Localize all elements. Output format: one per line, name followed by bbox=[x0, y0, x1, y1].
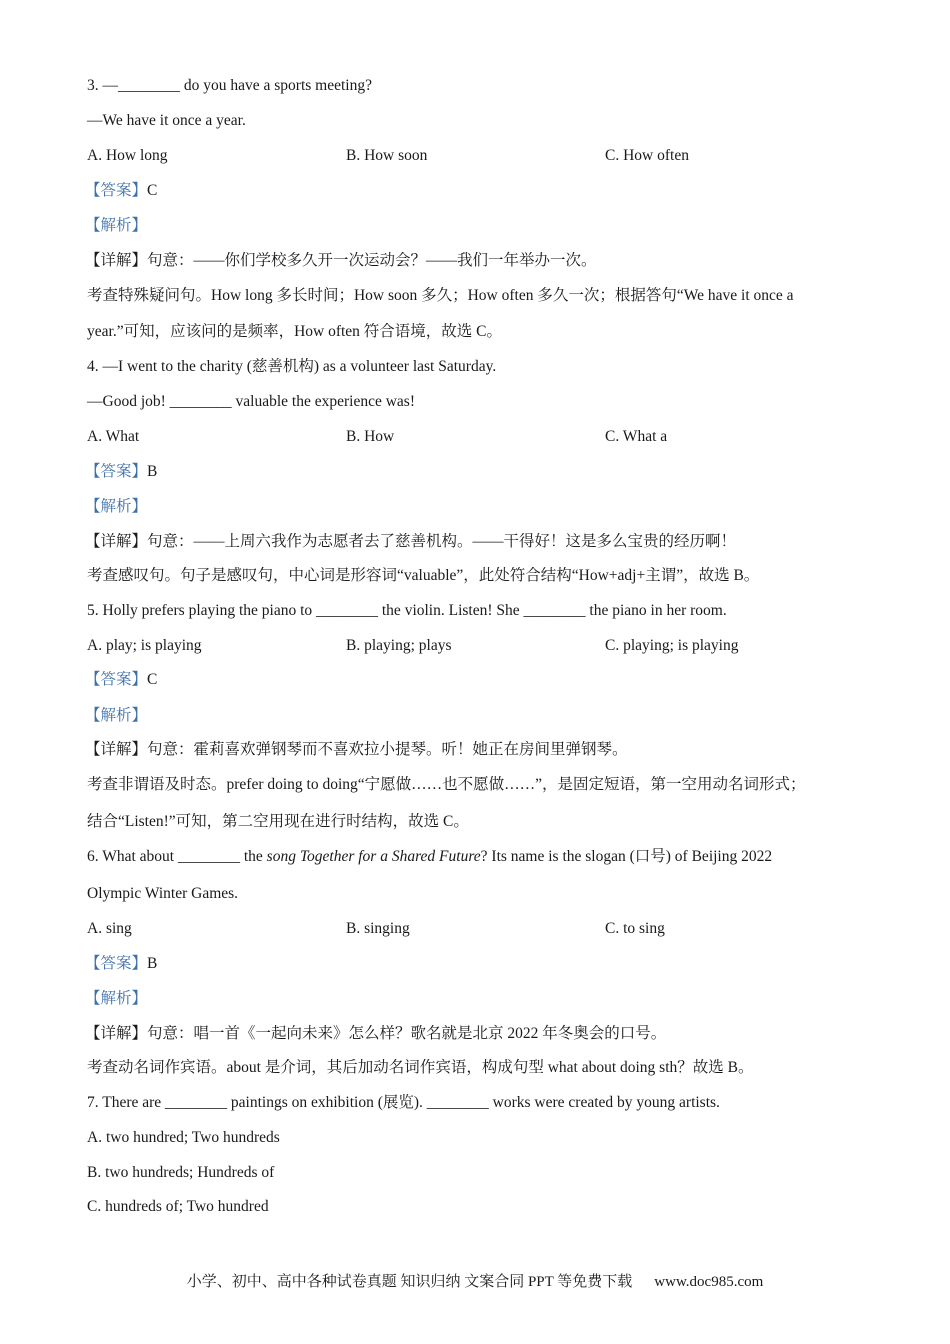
question-4-option-c: C. What a bbox=[605, 428, 668, 445]
question-6-stem-continued: Olympic Winter Games. bbox=[87, 885, 239, 902]
answer-value: B bbox=[147, 955, 158, 972]
detail-text: 句意：——上周六我作为志愿者去了慈善机构。——干得好！这是多么宝贵的经历啊！ bbox=[147, 533, 737, 550]
question-5-detail-2: 考查非谓语及时态。prefer doing to doing“宁愿做……也不愿做……”，是固定短语，第一空用动名词形式； bbox=[87, 776, 806, 793]
question-5-detail-1 bbox=[85, 740, 628, 760]
question-6-option-a: A. sing bbox=[87, 920, 132, 937]
question-6-detail-1 bbox=[85, 1024, 666, 1044]
question-4-analysis-tag: 【解析】 bbox=[85, 498, 148, 515]
answer-value: C bbox=[147, 182, 158, 199]
question-7-option-b: B. two hundreds; Hundreds of bbox=[87, 1164, 275, 1181]
question-3-reply: —We have it once a year. bbox=[87, 112, 246, 129]
detail-text: 句意：——你们学校多久开一次运动会？——我们一年举办一次。 bbox=[147, 252, 597, 269]
question-6-option-c: C. to sing bbox=[605, 920, 665, 937]
answer-tag: 【答案】 bbox=[85, 182, 148, 199]
detail-text: 句意：唱一首《一起向未来》怎么样？歌名就是北京 2022 年冬奥会的口号。 bbox=[147, 1025, 667, 1042]
question-3-analysis-tag: 【解析】 bbox=[85, 217, 148, 234]
question-6-answer bbox=[85, 954, 157, 974]
question-3-option-c: C. How often bbox=[605, 147, 689, 164]
answer-tag: 【答案】 bbox=[85, 955, 148, 972]
answer-tag: 【答案】 bbox=[85, 463, 148, 480]
question-3-option-a: A. How long bbox=[87, 147, 168, 164]
question-5-option-b: B. playing; plays bbox=[346, 637, 452, 654]
question-7-option-a: A. two hundred; Two hundreds bbox=[87, 1129, 280, 1146]
question-4-stem: 4. —I went to the charity (慈善机构) as a volunteer last Saturday. bbox=[87, 358, 497, 375]
detail-tag: 【详解】 bbox=[85, 741, 148, 758]
answer-tag: 【答案】 bbox=[85, 671, 148, 688]
song-title: song Together for a Shared Future bbox=[266, 848, 481, 865]
footer-text: 小学、初中、高中各种试卷真题 知识归纳 文案合同 PPT 等免费下载 bbox=[186, 1274, 633, 1290]
question-7-option-c: C. hundreds of; Two hundred bbox=[87, 1198, 269, 1215]
stem-part-3: ? Its name is the slogan (口号) of Beijing 2022 bbox=[480, 848, 773, 865]
question-3-detail-3: year.”可知，应该问的是频率，How often 符合语境，故选 C。 bbox=[87, 323, 503, 340]
detail-text: 句意：霍莉喜欢弹钢琴而不喜欢拉小提琴。听！她正在房间里弹钢琴。 bbox=[147, 741, 628, 758]
question-4-detail-2: 考查感叹句。句子是感叹句，中心词是形容词“valuable”，此处符合结构“How+adj+主谓”，故选 B。 bbox=[87, 567, 760, 584]
question-5-answer bbox=[85, 670, 157, 690]
question-6-stem bbox=[87, 847, 772, 867]
question-3-detail-1 bbox=[85, 251, 597, 271]
question-3-option-b: B. How soon bbox=[346, 147, 428, 164]
question-6-option-b: B. singing bbox=[346, 920, 410, 937]
question-5-analysis-tag: 【解析】 bbox=[85, 707, 148, 724]
answer-value: B bbox=[147, 463, 158, 480]
question-5-option-c: C. playing; is playing bbox=[605, 637, 739, 654]
detail-tag: 【详解】 bbox=[85, 252, 148, 269]
question-3-detail-2: 考查特殊疑问句。How long 多长时间；How soon 多久；How often 多久一次；根据答句“We have it once a bbox=[87, 287, 794, 304]
answer-value: C bbox=[147, 671, 158, 688]
footer-site-link[interactable]: www.doc985.com bbox=[654, 1274, 764, 1290]
question-6-detail-2: 考查动名词作宾语。about 是介词，其后加动名词作宾语，构成句型 what about doing sth？故选 B。 bbox=[87, 1059, 754, 1076]
question-4-reply: —Good job! ________ valuable the experience was! bbox=[87, 393, 415, 410]
question-5-detail-3: 结合“Listen!”可知，第二空用现在进行时结构，故选 C。 bbox=[87, 813, 469, 830]
question-6-analysis-tag: 【解析】 bbox=[85, 990, 148, 1007]
question-3-answer bbox=[85, 181, 157, 201]
question-7-stem: 7. There are ________ paintings on exhibition (展览). ________ works were created by young artists. bbox=[87, 1094, 720, 1111]
question-4-detail-1 bbox=[85, 532, 736, 552]
question-5-option-a: A. play; is playing bbox=[87, 637, 202, 654]
stem-part-1: 6. What about ________ the bbox=[87, 848, 267, 865]
detail-tag: 【详解】 bbox=[85, 1025, 148, 1042]
detail-tag: 【详解】 bbox=[85, 533, 148, 550]
page-footer bbox=[0, 1270, 950, 1291]
question-3-stem: 3. —________ do you have a sports meeting? bbox=[87, 77, 372, 94]
question-5-stem: 5. Holly prefers playing the piano to ________ the violin. Listen! She ________ the piano in her room. bbox=[87, 602, 727, 619]
question-4-option-a: A. What bbox=[87, 428, 140, 445]
question-4-answer bbox=[85, 462, 157, 482]
question-4-option-b: B. How bbox=[346, 428, 395, 445]
